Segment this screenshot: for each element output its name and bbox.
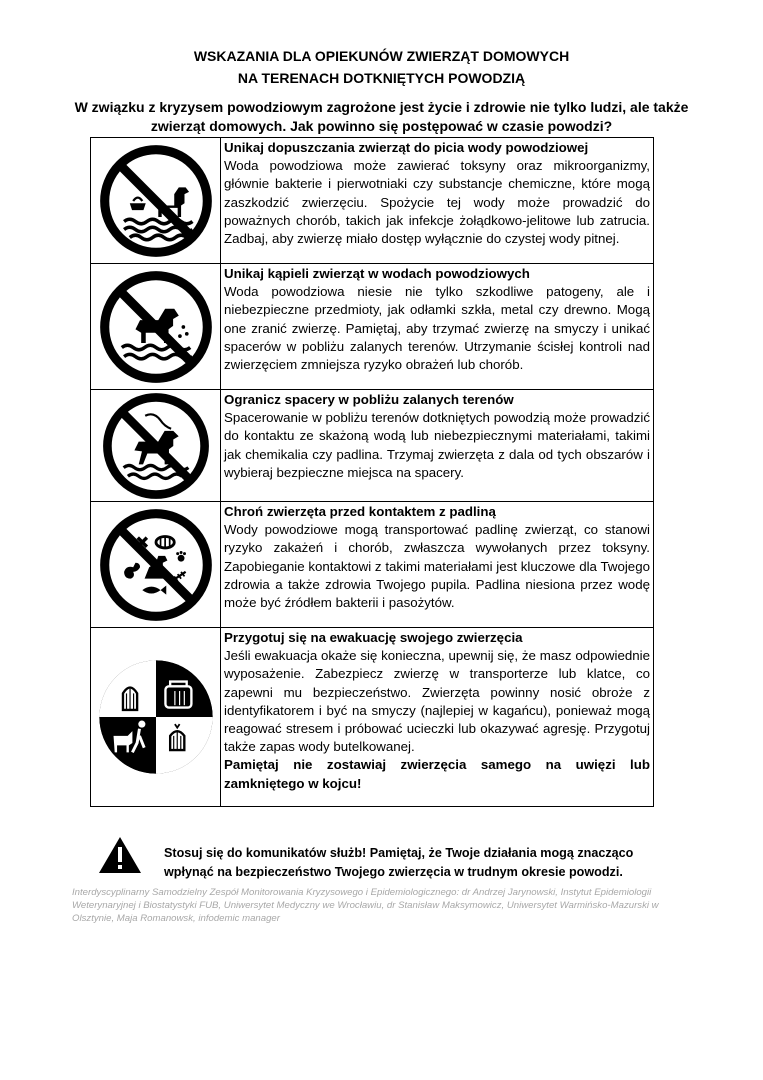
guideline-row [91,390,654,502]
footer-notice: Stosuj się do komunikatów służb! Pamiętaj, że Twoje działania mogą znacząco wpłynąć na bezpieczeństwo Twojego zwierzęcia w trudnym okresie powodzi. [164,846,634,879]
guideline-body: Jeśli ewakuacja okaże się konieczna, upewnij się, że masz odpowiednie wyposażenie. Zabezpiecz zwierzę w transporterze lub klatce, co zapewni mu bezpieczeństwo. Zwierzęta powinny nosić obroże z identyfikatorem i być na smyczy (najlepiej w kagańcu), ponieważ mogą reagować stresem i próbować ucieczki lub okazywać agresję. Przygotuj także zapas wody butelkowanej. [224,648,650,755]
guideline-heading: Ogranicz spacery w pobliżu zalanych terenów [224,392,514,407]
pet-evacuation-icon [97,658,215,776]
no-walking-flooded-area-icon [102,392,210,500]
guideline-body: Wody powodziowe mogą transportować padlinę zwierząt, co stanowi ryzyko zakażeń i chorób, zwłaszcza wywołanych przez toksyny. Zapobieganie kontaktowi z takimi materiałami jest kluczowe dla Twojego zdrowia a także zdrowia Twojego pupila. Padlina niesiona przez wodę może być źródłem bakterii i pasożytów. [224,522,650,611]
no-carcass-contact-icon [99,508,213,622]
guideline-body: Woda powodziowa może zawierać toksyny oraz mikroorganizmy, głównie bakterie i pierwotniaki czy substancje chemiczne, które mogą zaszkodzić zwierzęciu. Spożycie tej wody może prowadzić do poważnych chorób, takich jak infekcje żołądkowo-jelitowe lub zatrucia. Zadbaj, aby zwierzę miało dostęp wyłącznie do czystej wody pitnej. [224,158,650,247]
guidelines-table [90,137,654,807]
warning-triangle-icon [98,836,142,874]
page-title-line1: WSKAZANIA DLA OPIEKUNÓW ZWIERZĄT DOMOWYCH [193,48,570,64]
guideline-heading: Chroń zwierzęta przed kontaktem z padliną [224,504,496,519]
guideline-row [91,138,654,264]
guideline-body: Spacerowanie w pobliżu terenów dotkniętych powodzią może prowadzić do kontaktu ze skażoną wodą lub niebezpiecznymi materiałami, takimi jak chemikalia czy padlina. Trzymaj zwierzęta z dala od tych obszarów i wybieraj bezpieczne miejsca na spacery. [224,410,650,480]
guideline-row [91,502,654,628]
credits-text: Interdyscyplinarny Samodzielny Zespół Monitorowania Kryzysowego i Epidemiologicznego: dr Andrzej Jarynowski, Instytut Epidemiologii Weterynaryjnej i Biostatystyki FUB, Uniwersytet Medyczny we Wrocławiu, dr Stanisław Maksymowicz, Uniwersytet Warmińsko-Mazurski w Olsztynie, Maja Romanowsk, infodemic manager [72,887,659,924]
no-bathing-floodwater-icon [99,270,213,384]
guideline-row [91,264,654,390]
intro-text: W związku z kryzysem powodziowym zagrożone jest życie i zdrowie nie tylko ludzi, ale także zwierząt domowych. Jak powinno się postępować w czasie powodzi? [74,99,689,134]
guideline-row [91,628,654,807]
guideline-heading: Przygotuj się na ewakuację swojego zwierzęcia [224,630,523,645]
guideline-heading: Unikaj dopuszczania zwierząt do picia wody powodziowej [224,140,589,155]
page-title-line2: NA TERENACH DOTKNIĘTYCH POWODZIĄ [237,70,526,86]
guideline-warning: Pamiętaj nie zostawiaj zwierzęcia samego na uwięzi lub zamkniętego w kojcu! [224,757,650,791]
guideline-body: Woda powodziowa niesie nie tylko szkodliwe patogeny, ale i niebezpieczne przedmioty, jak odłamki szkła, metal czy drewno. Mogą one zranić zwierzę. Pamiętaj, aby trzymać zwierzę na smyczy i unikać spacerów w pobliżu zalanych terenów. Utrzymanie ścisłej kontroli nad zwierzęciem zmniejsza ryzyko obrażeń lub chorób. [224,284,650,373]
guideline-heading: Unikaj kąpieli zwierząt w wodach powodziowych [224,266,530,281]
no-drinking-floodwater-icon [99,144,213,258]
